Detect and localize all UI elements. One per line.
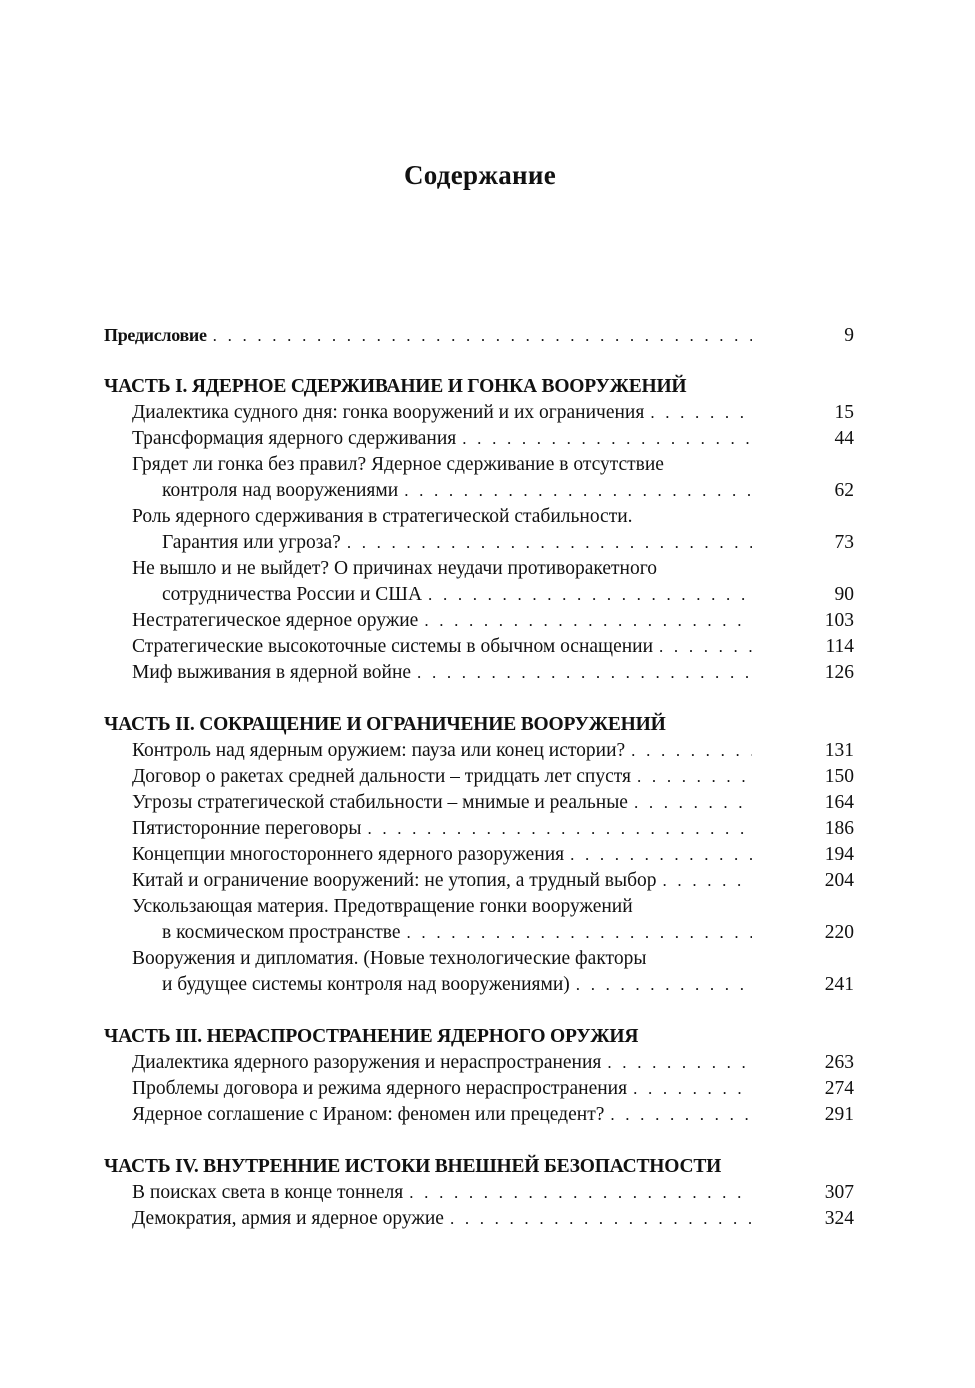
toc-entry[interactable] bbox=[104, 608, 854, 634]
toc-entry-line[interactable]: Роль ядерного сдерживания в стратегической стабильности. bbox=[132, 506, 633, 527]
toc-entry[interactable] bbox=[104, 1050, 854, 1076]
toc-entry[interactable] bbox=[104, 738, 854, 764]
toc-entry-title: Стратегические высокоточные системы в обычном оснащении bbox=[132, 636, 654, 657]
leader-dots bbox=[409, 1180, 752, 1206]
toc-entry[interactable] bbox=[104, 1102, 854, 1128]
toc-entry-line[interactable]: Ускользающая материя. Предотвращение гонки вооружений bbox=[132, 896, 633, 917]
toc-entry-page: 150 bbox=[824, 766, 854, 787]
toc-entry-title: Пятисторонние переговоры bbox=[132, 818, 362, 839]
toc-entry[interactable] bbox=[104, 478, 854, 504]
toc-entry-preface[interactable] bbox=[104, 322, 854, 348]
toc-entry[interactable] bbox=[104, 582, 854, 608]
toc-entry-title: в космическом пространстве bbox=[162, 922, 401, 943]
toc-entry-title: Проблемы договора и режима ядерного нераспространения bbox=[132, 1078, 628, 1099]
toc-entry[interactable] bbox=[104, 634, 854, 660]
toc-entry-page: 73 bbox=[834, 532, 854, 553]
table-of-contents bbox=[104, 322, 854, 1232]
leader-dots bbox=[607, 1050, 752, 1076]
toc-entry[interactable] bbox=[104, 400, 854, 426]
part-heading[interactable]: ЧАСТЬ II. СОКРАЩЕНИЕ И ОГРАНИЧЕНИЕ ВООРУЖЕНИЙ bbox=[104, 714, 666, 735]
toc-entry-title: и будущее системы контроля над вооружениями) bbox=[162, 974, 570, 995]
leader-dots bbox=[404, 478, 752, 504]
toc-entry[interactable] bbox=[104, 764, 854, 790]
toc-entry-title: Диалектика ядерного разоружения и нераспространения bbox=[132, 1052, 602, 1073]
part-heading[interactable]: ЧАСТЬ IV. ВНУТРЕННИЕ ИСТОКИ ВНЕШНЕЙ БЕЗОПАСТНОСТИ bbox=[104, 1156, 722, 1177]
toc-entry-page: 307 bbox=[824, 1182, 854, 1203]
toc-entry-page: 15 bbox=[834, 402, 854, 423]
toc-entry-title: Ядерное соглашение с Ираном: феномен или прецедент? bbox=[132, 1104, 605, 1125]
toc-entry[interactable] bbox=[104, 972, 854, 998]
toc-entry[interactable] bbox=[104, 1076, 854, 1102]
toc-entry-page: 126 bbox=[824, 662, 854, 683]
toc-entry-page: 44 bbox=[834, 428, 854, 449]
toc-entry-page: 241 bbox=[824, 974, 854, 995]
toc-entry-title: Демократия, армия и ядерное оружие bbox=[132, 1208, 444, 1229]
leader-dots bbox=[659, 634, 752, 660]
toc-entry-title: сотрудничества России и США bbox=[162, 584, 423, 605]
leader-dots bbox=[663, 868, 752, 894]
leader-dots bbox=[428, 582, 752, 608]
part-heading[interactable]: ЧАСТЬ III. НЕРАСПРОСТРАНЕНИЕ ЯДЕРНОГО ОРУЖИЯ bbox=[104, 1026, 639, 1047]
leader-dots bbox=[424, 608, 752, 634]
toc-entry[interactable] bbox=[104, 426, 854, 452]
toc-entry-page: 220 bbox=[824, 922, 854, 943]
toc-entry-title: Нестратегическое ядерное оружие bbox=[132, 610, 419, 631]
leader-dots bbox=[637, 764, 752, 790]
toc-entry[interactable] bbox=[104, 790, 854, 816]
leader-dots bbox=[570, 842, 752, 868]
toc-entry-title: Миф выживания в ядерной войне bbox=[132, 662, 412, 683]
toc-entry[interactable] bbox=[104, 660, 854, 686]
toc-entry-page: 204 bbox=[824, 870, 854, 891]
toc-entry[interactable] bbox=[104, 816, 854, 842]
toc-entry-title: Контроль над ядерным оружием: пауза или конец истории? bbox=[132, 740, 626, 761]
toc-entry[interactable] bbox=[104, 920, 854, 946]
toc-entry-page: 291 bbox=[824, 1104, 854, 1125]
toc-entry[interactable] bbox=[104, 842, 854, 868]
toc-entry-line[interactable]: Грядет ли гонка без правил? Ядерное сдерживание в отсутствие bbox=[132, 454, 664, 475]
leader-dots bbox=[407, 920, 752, 946]
toc-entry[interactable] bbox=[104, 1206, 854, 1232]
leader-dots bbox=[610, 1102, 752, 1128]
leader-dots bbox=[633, 1076, 752, 1102]
toc-entry-title: Угрозы стратегической стабильности – мнимые и реальные bbox=[132, 792, 628, 813]
leader-dots bbox=[576, 972, 752, 998]
toc-entry-title: Концепции многостороннего ядерного разоружения bbox=[132, 844, 565, 865]
leader-dots bbox=[634, 790, 752, 816]
toc-entry-title: Диалектика судного дня: гонка вооружений и их ограничения bbox=[132, 402, 645, 423]
leader-dots bbox=[417, 660, 752, 686]
toc-entry-page: 194 bbox=[824, 844, 854, 865]
toc-entry-title: Трансформация ядерного сдерживания bbox=[132, 428, 457, 449]
toc-entry-page: 9 bbox=[844, 325, 854, 346]
toc-entry-page: 263 bbox=[824, 1052, 854, 1073]
toc-entry-page: 103 bbox=[824, 610, 854, 631]
part-heading[interactable]: ЧАСТЬ I. ЯДЕРНОЕ СДЕРЖИВАНИЕ И ГОНКА ВООРУЖЕНИЙ bbox=[104, 376, 687, 397]
leader-dots bbox=[631, 738, 752, 764]
toc-entry[interactable] bbox=[104, 530, 854, 556]
toc-entry-page: 114 bbox=[825, 636, 854, 657]
toc-entry-title: Гарантия или угроза? bbox=[162, 532, 341, 553]
toc-entry-page: 62 bbox=[834, 480, 854, 501]
toc-entry-page: 131 bbox=[824, 740, 854, 761]
toc-entry-page: 324 bbox=[824, 1208, 854, 1229]
toc-entry[interactable] bbox=[104, 868, 854, 894]
toc-entry-title: Китай и ограничение вооружений: не утопия, а трудный выбор bbox=[132, 870, 657, 891]
toc-entry-page: 186 bbox=[824, 818, 854, 839]
leader-dots bbox=[462, 426, 752, 452]
toc-entry-title: Предисловие bbox=[104, 325, 207, 345]
page-title: Содержание bbox=[403, 160, 557, 190]
toc-entry-title: В поисках света в конце тоннеля bbox=[132, 1182, 404, 1203]
toc-entry-page: 90 bbox=[834, 584, 854, 605]
toc-entry-page: 164 bbox=[824, 792, 854, 813]
toc-entry-page: 274 bbox=[824, 1078, 854, 1099]
leader-dots bbox=[650, 400, 752, 426]
leader-dots bbox=[213, 323, 752, 349]
toc-entry-line[interactable]: Вооружения и дипломатия. (Новые технологические факторы bbox=[132, 948, 647, 969]
toc-entry-line[interactable]: Не вышло и не выйдет? О причинах неудачи противоракетного bbox=[132, 558, 657, 579]
leader-dots bbox=[367, 816, 752, 842]
toc-entry-title: Договор о ракетах средней дальности – тридцать лет спустя bbox=[132, 766, 632, 787]
leader-dots bbox=[450, 1206, 752, 1232]
leader-dots bbox=[347, 530, 752, 556]
toc-entry[interactable] bbox=[104, 1180, 854, 1206]
toc-entry-title: контроля над вооружениями bbox=[162, 480, 399, 501]
